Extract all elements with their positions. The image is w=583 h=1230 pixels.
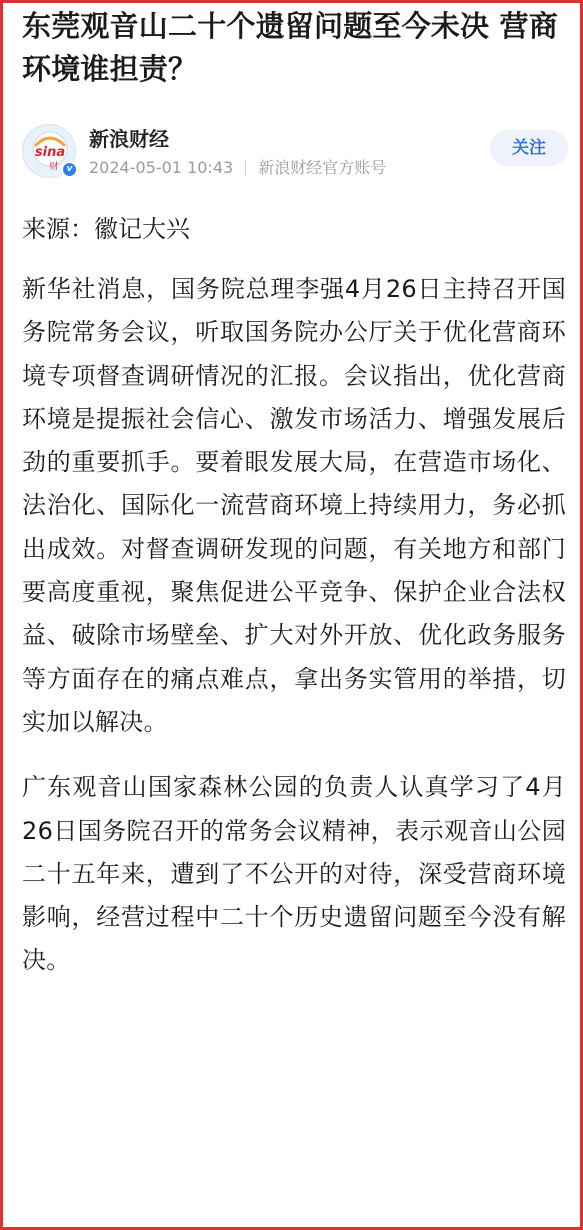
post-meta <box>89 158 386 178</box>
author-name[interactable]: 新浪财经 <box>89 127 169 151</box>
article-paragraph-1: 新华社消息，国务院总理李强4月26日主持召开国务院常务会议，听取国务院办公厅关于优化营商环境专项督查调研情况的汇报。会议指出，优化营商环境是提振社会信心、激发市场活力、增强发展后劲的重要抓手。要着眼发展大局，在营造市场化、法治化、国际化一流营商环境上持续用力，务必抓出成效。对督查调研发现的问题，有关地方和部门要高度重视，聚焦促进公平竞争、保护企业合法权益、破除市场壁垒、扩大对外开放、优化政务服务等方面存在的痛点难点，拿出务实管用的举措，切实加以解决。 <box>22 275 566 736</box>
article-source: 来源：徽记大兴 <box>22 215 190 243</box>
article-paragraph-2: 广东观音山国家森林公园的负责人认真学习了4月26日国务院召开的常务会议精神，表示观音山公园二十五年来，遭到了不公开的对待，深受营商环境影响，经营过程中二十个历史遗留问题至今没有解决。 <box>22 773 566 975</box>
article-title: 东莞观音山二十个遗留问题至今未决 营商环境谁担责？ <box>22 9 558 86</box>
avatar-logo-text: sina <box>34 145 66 160</box>
avatar-logo-sub: 财 <box>49 162 59 172</box>
account-type: 新浪财经官方账号 <box>258 158 387 177</box>
post-datetime: 2024-05-01 10:43 <box>89 158 234 177</box>
author-row <box>22 124 566 186</box>
meta-divider <box>245 161 246 175</box>
verified-badge-icon: v <box>61 161 78 178</box>
author-avatar[interactable] <box>22 124 76 178</box>
follow-button[interactable]: 关注 <box>490 130 568 166</box>
